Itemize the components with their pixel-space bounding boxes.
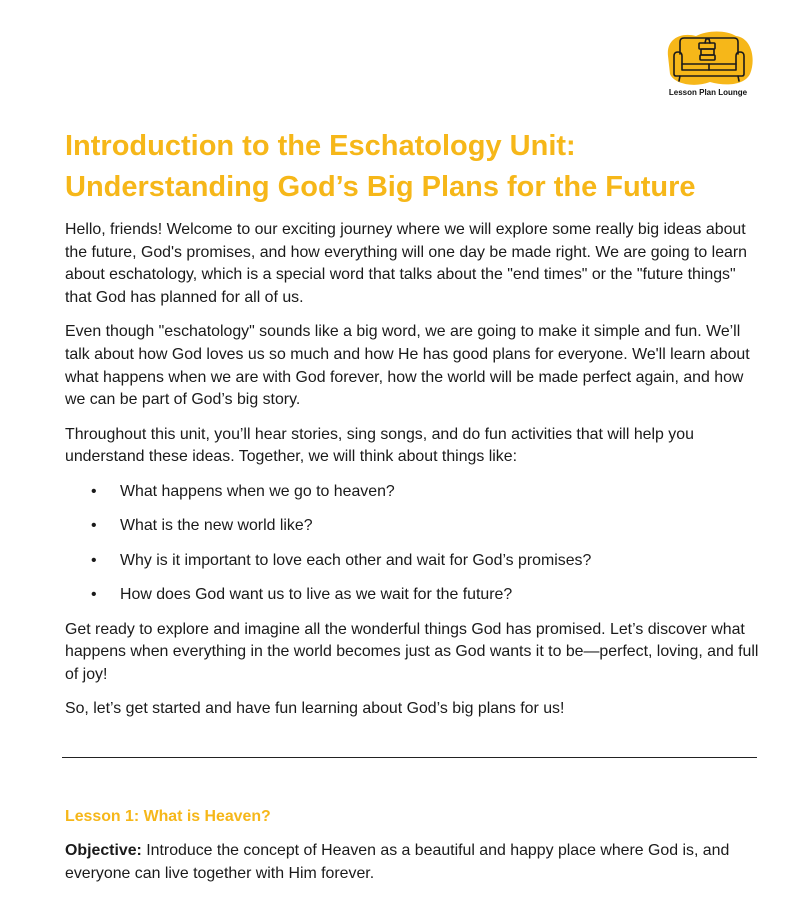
list-item: • How does God want us to live as we wait for the future? xyxy=(65,584,765,607)
lesson-objective xyxy=(65,840,765,885)
bullet-icon: • xyxy=(91,482,97,500)
bullet-icon: • xyxy=(91,551,97,569)
brand-logo xyxy=(662,30,754,100)
page-title xyxy=(65,126,785,208)
intro-body xyxy=(65,219,765,732)
intro-paragraph-2: Even though "eschatology" sounds like a big word, we are going to make it simple and fun. We’ll talk about how God loves us so much and how He has good plans for everyone. We'll learn about what happens when we are with God forever, how the world will be made perfect again, and how we can be part of God’s big story. xyxy=(65,323,750,409)
list-item: • Why is it important to love each other and wait for God’s promises? xyxy=(65,550,765,573)
lesson-heading: Lesson 1: What is Heaven? xyxy=(65,808,271,825)
title-line-2: Understanding God’s Big Plans for the Future xyxy=(65,171,696,203)
logo-text: Lesson Plan Lounge xyxy=(668,88,748,97)
title-line-1: Introduction to the Eschatology Unit: xyxy=(65,130,576,162)
bullet-icon: • xyxy=(91,586,97,604)
intro-paragraph-1: Hello, friends! Welcome to our exciting journey where we will explore some really big ideas about the future, God's promises, and how everything will one day be made right. We are going to learn about eschatology, which is a special word that talks about the "end times" or the "future things" that God has planned for all of us. xyxy=(65,221,748,307)
objective-label: Objective: xyxy=(65,842,142,859)
section-divider xyxy=(62,757,757,758)
list-item: • What happens when we go to heaven? xyxy=(65,481,765,504)
objective-text: Introduce the concept of Heaven as a beautiful and happy place where God is, and everyone can live together with Him forever. xyxy=(65,842,730,882)
bullet-icon: • xyxy=(91,517,97,535)
list-item: • What is the new world like? xyxy=(65,515,765,538)
closing-paragraph-2: So, let’s get started and have fun learning about God’s big plans for us! xyxy=(65,700,565,718)
question-list xyxy=(65,481,765,607)
couch-icon xyxy=(664,30,754,88)
closing-paragraph-1: Get ready to explore and imagine all the wonderful things God has promised. Let’s discover what happens when everything in the world becomes just as God wants it to be—perfect, loving, and full of joy! xyxy=(65,620,759,683)
intro-paragraph-3: Throughout this unit, you’ll hear stories, sing songs, and do fun activities that will help you understand these ideas. Together, we will think about things like: xyxy=(65,425,694,466)
